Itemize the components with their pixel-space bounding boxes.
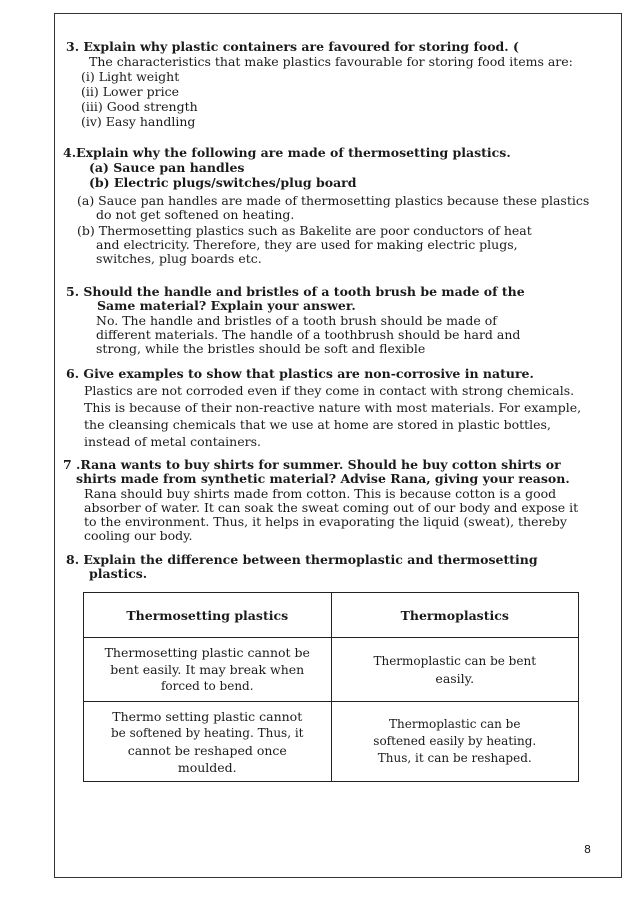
q7-answer: cooling our body.	[84, 528, 193, 543]
q6-answer: Plastics are not corroded even if they come in contact with strong chemicals.	[84, 383, 575, 398]
q5-answer: No. The handle and bristles of a tooth brush should be made of	[96, 313, 497, 328]
q3-item: (iv) Easy handling	[81, 114, 196, 129]
q7-question: shirts made from synthetic material? Advise Rana, giving your reason.	[76, 471, 570, 486]
table-header-thermosetting: Thermosetting plastics	[84, 593, 332, 638]
cell-line: cannot be reshaped once	[127, 742, 287, 758]
q6-answer: instead of metal containers.	[84, 434, 261, 449]
cell-line: Thermoplastic can be	[389, 717, 521, 731]
q8-question: 8. Explain the difference between thermoplastic and thermosetting	[66, 552, 538, 567]
cell-line: Thermoplastic can be bent	[373, 653, 537, 668]
q5-question: Same material? Explain your answer.	[97, 298, 356, 313]
cell-line: Thus, it can be reshaped.	[377, 751, 532, 765]
q3-intro: The characteristics that make plastics favourable for storing food items are:	[89, 54, 573, 69]
cell-line: bent easily. It may break when	[110, 662, 305, 677]
page-number: 8	[584, 843, 591, 856]
q7-answer: Rana should buy shirts made from cotton. This is because cotton is a good	[84, 486, 557, 501]
q4-answer-b: (b) Thermosetting plastics such as Bakelite are poor conductors of heat	[77, 223, 532, 238]
q7-answer: to the environment. Thus, it helps in evaporating the liquid (sweat), thereby	[84, 514, 567, 529]
table-cell	[331, 702, 579, 782]
table-cell	[84, 702, 332, 782]
comparison-table	[83, 592, 579, 782]
cell-line: be softened by heating. Thus, it	[110, 725, 304, 740]
table-header-thermoplastics: Thermoplastics	[331, 593, 579, 638]
q3-item: (i) Light weight	[81, 69, 180, 84]
q3-item: (iii) Good strength	[81, 99, 198, 114]
q6-answer: This is because of their non-reactive nature with most materials. For example,	[84, 400, 582, 415]
table-cell	[331, 638, 579, 702]
q4-answer-b: and electricity. Therefore, they are used for making electric plugs,	[96, 237, 518, 252]
q4-question: 4.Explain why the following are made of thermosetting plastics.	[63, 145, 511, 160]
cell-line: forced to bend.	[160, 679, 254, 693]
q6-question: 6. Give examples to show that plastics are non-corrosive in nature.	[66, 366, 534, 381]
q7-question: 7 .Rana wants to buy shirts for summer. Should he buy cotton shirts or	[63, 457, 561, 472]
cell-line: softened easily by heating.	[373, 734, 537, 748]
table-row	[84, 638, 579, 702]
q4-part: (a) Sauce pan handles	[89, 160, 245, 175]
cell-line: Thermo setting plastic cannot	[112, 708, 303, 724]
q4-answer-a: (a) Sauce pan handles are made of thermosetting plastics because these plastics	[77, 193, 590, 208]
table-cell	[84, 638, 332, 702]
q5-answer: strong, while the bristles should be soft and flexible	[96, 341, 426, 356]
table-row	[84, 702, 579, 782]
q7-answer: absorber of water. It can soak the sweat coming out of our body and expose it	[84, 500, 579, 515]
q3-question: 3. Explain why plastic containers are favoured for storing food. (	[66, 39, 519, 54]
table-header-row	[84, 593, 579, 638]
q4-answer-b: switches, plug boards etc.	[96, 251, 262, 266]
q5-answer: different materials. The handle of a toothbrush should be hard and	[96, 327, 521, 342]
q5-question: 5. Should the handle and bristles of a tooth brush be made of the	[66, 284, 525, 299]
cell-line: moulded.	[177, 759, 237, 775]
cell-line: Thermosetting plastic cannot be	[104, 645, 310, 660]
cell-line: easily.	[435, 670, 475, 686]
q8-question: plastics.	[89, 566, 148, 581]
q3-item: (ii) Lower price	[81, 84, 179, 99]
q4-part: (b) Electric plugs/switches/plug board	[89, 175, 357, 190]
q6-answer: the cleansing chemicals that we use at home are stored in plastic bottles,	[84, 417, 551, 432]
q4-answer-a: do not get softened on heating.	[96, 207, 295, 222]
